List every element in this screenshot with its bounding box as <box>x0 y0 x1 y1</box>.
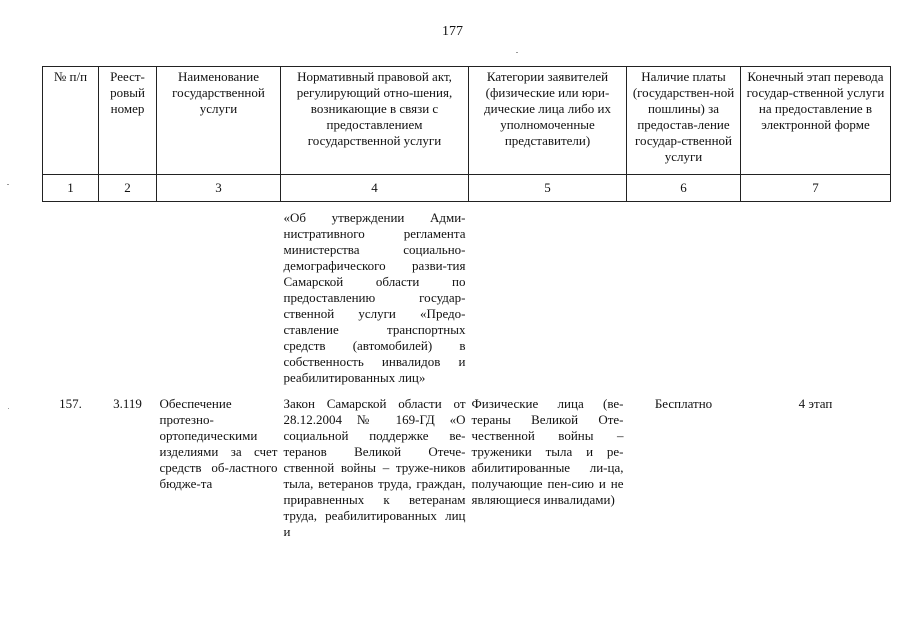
services-table <box>42 66 891 540</box>
row-final-stage: 4 этап <box>798 396 833 411</box>
row-registry-number: 3.119 <box>113 396 142 411</box>
column-number: 5 <box>469 175 627 202</box>
scan-speck <box>8 408 9 409</box>
row-applicants: Физические лица (ве-тераны Великой Оте-чественной войны – труженики тыла и ре-абилитированные ли-ца, получающие пен-сию и не являющиеся инвалидами) <box>471 396 624 507</box>
table-header-row <box>43 67 891 175</box>
column-number: 4 <box>281 175 469 202</box>
continuation-row <box>43 202 891 393</box>
column-number: 2 <box>99 175 157 202</box>
header-service-name: Наименование государственной услуги <box>157 67 281 175</box>
scan-speck <box>516 52 518 53</box>
continuation-legal-act: «Об утверждении Адми-нистративного регламента министерства социально-демографического разви-тия Самарской области по предоставлению государ-ственной услуги «Предо-ставление транспортных средств (автомобилей) в собственность инвалидов и реабилитированных лиц» <box>283 210 466 385</box>
header-registry: Реест-ровый номер <box>99 67 157 175</box>
table-row <box>43 392 891 540</box>
header-final-stage: Конечный этап перевода государ-ственной услуги на предоставление в электронной форме <box>741 67 891 175</box>
column-number: 3 <box>157 175 281 202</box>
header-num: № п/п <box>43 67 99 175</box>
page-number: 177 <box>442 24 463 39</box>
column-number: 1 <box>43 175 99 202</box>
row-number: 157. <box>59 396 82 411</box>
header-applicants: Категории заявителей (физические или юри-дические лица либо их уполномоченные представители) <box>469 67 627 175</box>
row-fee: Бесплатно <box>654 396 713 411</box>
column-number: 7 <box>741 175 891 202</box>
row-legal-act: Закон Самарской области от 28.12.2004 № 169-ГД «О социальной поддержке ве-теранов Великой Отече-ственной войны – труже-ников тыла, ветеранов труда, граждан, приравненных к ветеранам труда, реабилитированных лиц и <box>283 396 466 539</box>
scan-speck <box>7 184 9 185</box>
row-service-name: Обеспечение протезно-ортопедическими изделиями за счет средств об-ластного бюдже-та <box>159 396 278 491</box>
header-fee: Наличие платы (государствен-ной пошлины) за предостав-ление государ-ственной услуги <box>627 67 741 175</box>
column-number: 6 <box>627 175 741 202</box>
column-number-row <box>43 175 891 202</box>
header-legal-act: Нормативный правовой акт, регулирующий отно-шения, возникающие в связи с предоставлением государственной услуги <box>281 67 469 175</box>
